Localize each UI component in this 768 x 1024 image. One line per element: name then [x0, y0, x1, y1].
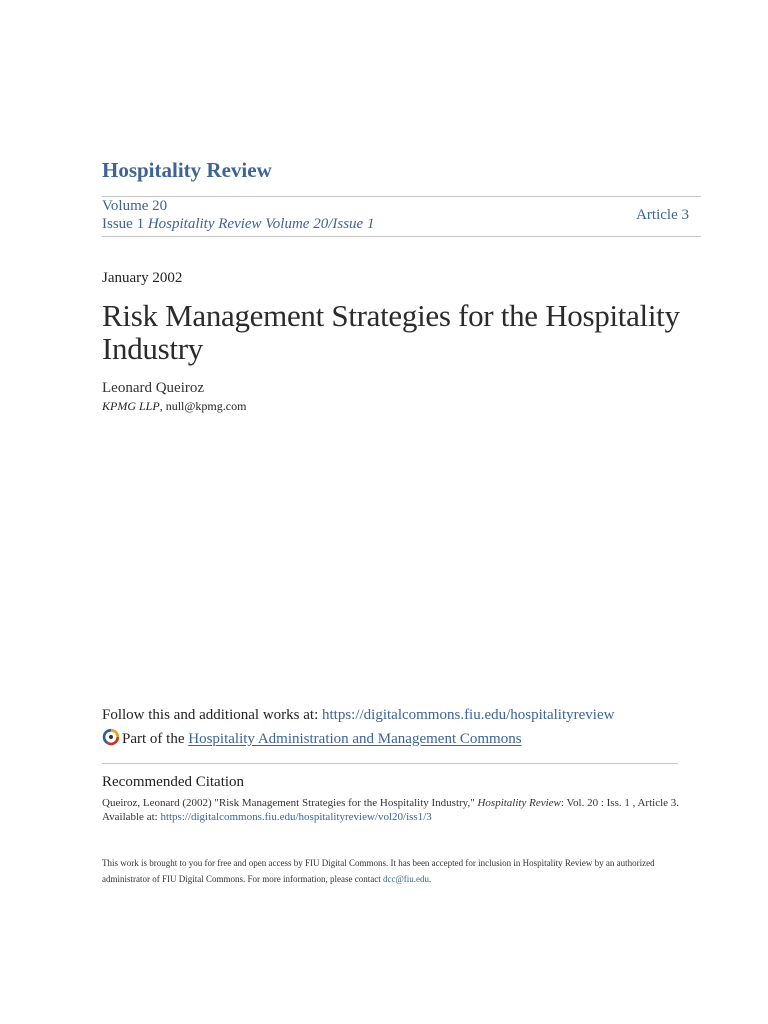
citation-rule — [102, 763, 678, 764]
citation-suffix: : Vol. 20 : Iss. 1 , Article 3. — [560, 797, 680, 809]
follow-url-link[interactable]: https://digitalcommons.fiu.edu/hospitalityreview — [321, 707, 615, 723]
publication-date: January 2002 — [102, 270, 183, 286]
follow-line — [102, 707, 614, 724]
commons-link[interactable]: Hospitality Administration and Management Commons — [188, 730, 522, 747]
volume-link[interactable]: Volume 20 — [102, 198, 168, 214]
header-rule-bottom — [102, 236, 701, 237]
header-rule-top — [102, 196, 701, 197]
issue-link[interactable]: Issue 1 — [102, 216, 145, 232]
article-number-link[interactable]: Article 3 — [636, 207, 689, 223]
paper-title: Risk Management Strategies for the Hospitality Industry — [102, 298, 680, 366]
network-icon — [102, 728, 120, 746]
citation-journal: Hospitality Review — [477, 797, 561, 809]
footer-note — [102, 855, 662, 887]
follow-prefix: Follow this and additional works at: — [102, 707, 322, 723]
author-name: Leonard Queiroz — [102, 380, 205, 396]
citation-prefix: Queiroz, Leonard (2002) "Risk Management Strategies for the Hospitality Industry," — [102, 797, 478, 809]
part-of-prefix: Part of the — [122, 730, 185, 747]
affiliation-email: , null@kpmg.com — [159, 399, 247, 413]
affiliation-org: KPMG LLP — [102, 399, 160, 413]
issue-line — [102, 216, 374, 233]
citation-text — [102, 796, 712, 824]
citation-url-link[interactable]: https://digitalcommons.fiu.edu/hospitalityreview/vol20/iss1/3 — [160, 811, 432, 823]
commons-line — [102, 730, 522, 748]
author-affiliation — [102, 399, 246, 414]
issue-volume-link[interactable]: Hospitality Review Volume 20/Issue 1 — [147, 216, 375, 232]
contact-email-link[interactable]: dcc@fiu.edu — [382, 874, 429, 884]
footer-end: . — [428, 874, 432, 884]
available-label: Available at: — [102, 811, 161, 823]
citation-heading: Recommended Citation — [102, 774, 245, 790]
footer-text: This work is brought to you for free and open access by FIU Digital Commons. It has been accepted for inclusion in Hospitality Review by an authorized administrator of FIU Digital Commons. For more information, please contact — [102, 858, 655, 884]
journal-title[interactable]: Hospitality Review — [102, 158, 272, 182]
